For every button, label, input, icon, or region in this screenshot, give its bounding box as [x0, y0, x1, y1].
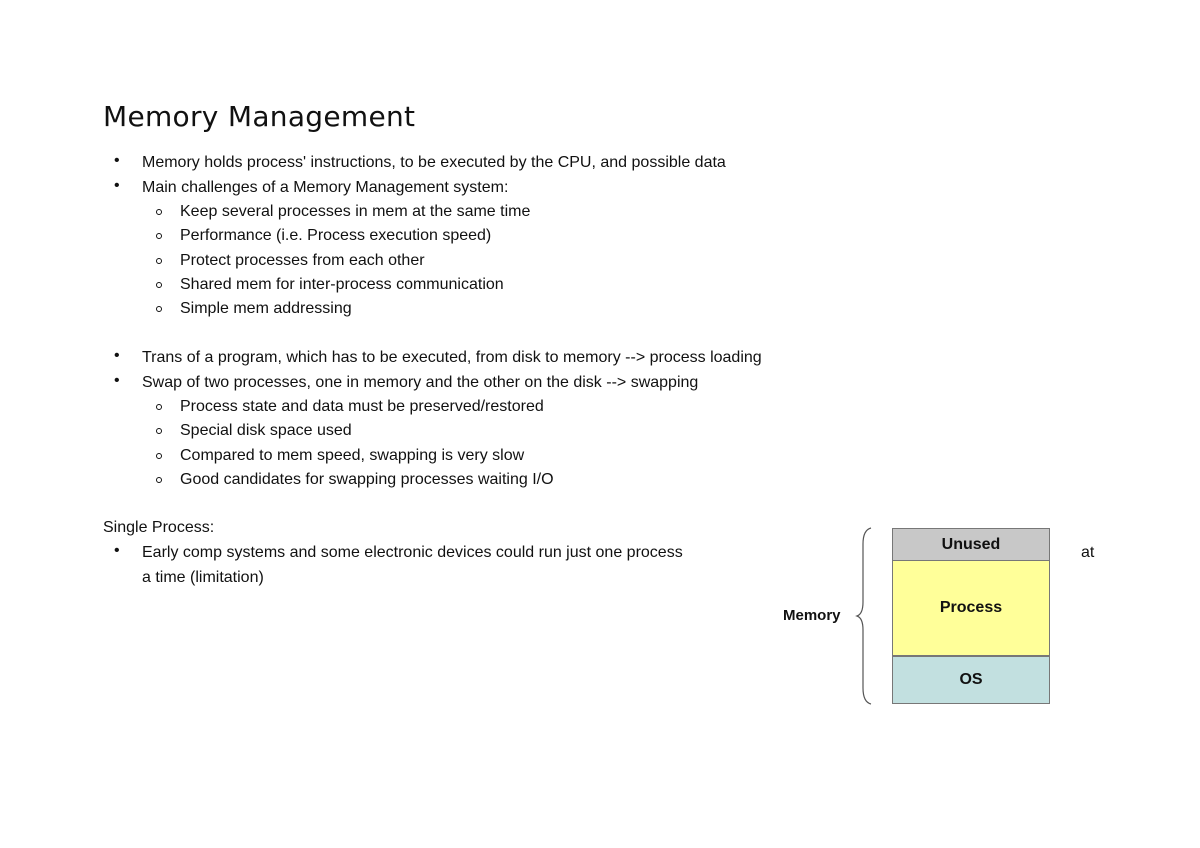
sub-bullet-item: Protect processes from each other: [180, 252, 425, 269]
memory-block-unused: Unused: [892, 528, 1050, 561]
sub-bullet-item: Good candidates for swapping processes waiting I/O: [180, 471, 554, 488]
sub-bullet-item: Simple mem addressing: [180, 300, 352, 317]
bullet-early-systems: • Early comp systems and some electronic devices could run just one process: [142, 543, 683, 563]
sub-bullet-item: Shared mem for inter-process communication: [180, 276, 504, 293]
page-title: Memory Management: [103, 100, 416, 133]
sub-bullet-item: Process state and data must be preserved/restored: [180, 398, 544, 415]
memory-label: Memory: [783, 607, 841, 624]
sub-bullet-item: Compared to mem speed, swapping is very slow: [180, 447, 525, 464]
sub-bullet-item: Keep several processes in mem at the same time: [180, 203, 531, 220]
single-process-heading: Single Process:: [103, 519, 215, 536]
bullet-swap-processes: • Swap of two processes, one in memory and the other on the disk --> swapping: [142, 373, 698, 393]
sub-bullet-item: Special disk space used: [180, 422, 352, 439]
bullet-early-systems-cont: a time (limitation): [142, 569, 264, 586]
bullet-main-challenges: • Main challenges of a Memory Management system:: [142, 178, 508, 198]
bullet-early-systems-end: at: [1081, 544, 1095, 561]
memory-block-process: Process: [892, 561, 1050, 656]
bullet-memory-holds: • Memory holds process' instructions, to be executed by the CPU, and possible data: [142, 153, 726, 173]
memory-brace: [855, 526, 875, 706]
bullet-trans-program: • Trans of a program, which has to be executed, from disk to memory --> process loading: [142, 348, 762, 368]
sub-bullet-item: Performance (i.e. Process execution speed): [180, 227, 492, 244]
memory-block-os: OS: [892, 656, 1050, 704]
